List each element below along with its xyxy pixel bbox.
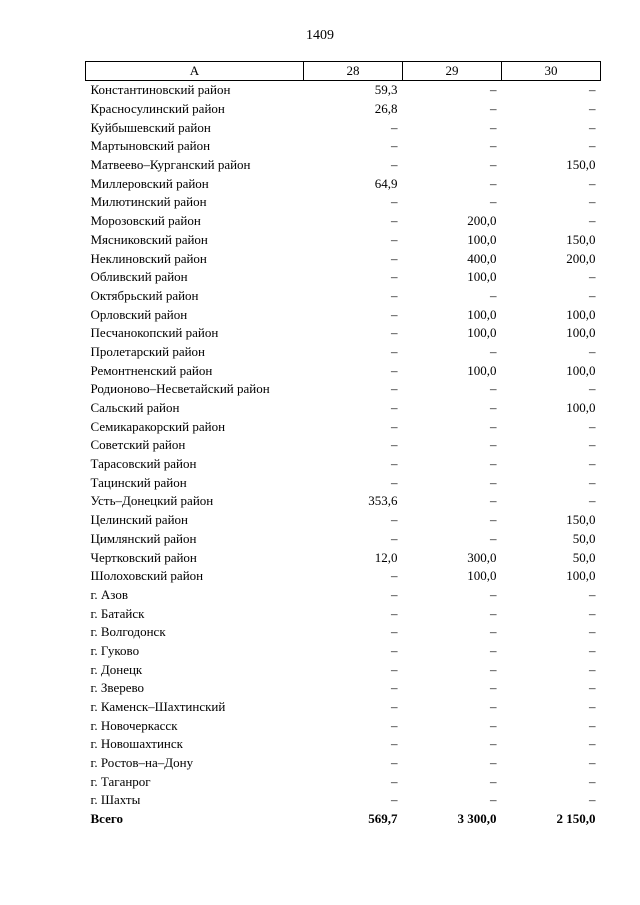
table-row [86, 156, 601, 175]
district-name: Шолоховский район [90, 568, 204, 584]
table-row [86, 604, 601, 623]
value-28: – [391, 699, 398, 715]
value-28: – [391, 474, 398, 490]
value-28: – [391, 755, 398, 771]
district-name: г. Гуково [90, 642, 140, 658]
value-30: – [589, 456, 596, 472]
district-name: г. Зверево [90, 680, 145, 696]
table-row [86, 174, 601, 193]
value-30: – [589, 717, 596, 733]
table-row [86, 380, 601, 399]
value-30: 100,0 [566, 362, 596, 378]
value-30: – [589, 287, 596, 303]
value-28: – [391, 792, 398, 808]
value-30: – [589, 194, 596, 210]
table-row [86, 81, 601, 100]
value-30: 150,0 [566, 512, 596, 528]
value-29: – [490, 194, 497, 210]
value-30: – [589, 680, 596, 696]
district-name: Сальский район [90, 400, 180, 416]
value-28: – [391, 250, 398, 266]
value-29: – [490, 381, 497, 397]
district-name: Миллеровский район [90, 175, 209, 191]
value-30: 150,0 [566, 231, 596, 247]
value-28: – [391, 624, 398, 640]
table-row [86, 193, 601, 212]
total-value-29: 3 300,0 [457, 811, 497, 827]
value-28: – [391, 512, 398, 528]
value-28: – [391, 119, 398, 135]
value-30: – [589, 586, 596, 602]
value-29: – [490, 175, 497, 191]
value-28: – [391, 287, 398, 303]
district-name: Обливский район [90, 269, 188, 285]
district-name: Мартыновский район [90, 138, 211, 154]
value-29: 100,0 [467, 231, 497, 247]
value-28: – [391, 530, 398, 546]
district-name: г. Шахты [90, 792, 141, 808]
district-name: Куйбышевский район [90, 119, 211, 135]
table-row [86, 399, 601, 418]
district-name: Милютинский район [90, 194, 207, 210]
table-row [86, 548, 601, 567]
value-29: – [490, 138, 497, 154]
value-28: – [391, 642, 398, 658]
value-30: – [589, 82, 596, 98]
value-29: – [490, 418, 497, 434]
district-name: Чертковский район [90, 549, 197, 565]
table-row [86, 735, 601, 754]
table-body [86, 81, 601, 829]
column-header-28: 28 [304, 62, 403, 81]
value-29: 200,0 [467, 213, 497, 229]
table-row [86, 249, 601, 268]
value-30: 100,0 [566, 325, 596, 341]
value-28: – [391, 418, 398, 434]
column-header-a: A [86, 62, 304, 81]
table-row [86, 660, 601, 679]
district-name: Тацинский район [90, 474, 187, 490]
value-30: – [589, 437, 596, 453]
value-28: – [391, 456, 398, 472]
table-row [86, 679, 601, 698]
value-29: – [490, 792, 497, 808]
district-name: г. Новошахтинск [90, 736, 183, 752]
value-28: 353,6 [368, 493, 398, 509]
value-29: 100,0 [467, 325, 497, 341]
district-name: г. Каменск–Шахтинский [90, 699, 226, 715]
district-name: Ремонтненский район [90, 362, 213, 378]
table-row [86, 586, 601, 605]
table-row [86, 492, 601, 511]
value-30: – [589, 493, 596, 509]
value-29: 100,0 [467, 269, 497, 285]
table-row [86, 530, 601, 549]
district-name: Песчанокопский район [90, 325, 219, 341]
table-row [86, 343, 601, 362]
table-row [86, 268, 601, 287]
district-name: г. Таганрог [90, 773, 151, 789]
header-row [86, 62, 601, 81]
district-name: Мясниковский район [90, 231, 208, 247]
district-name: г. Азов [90, 586, 128, 602]
value-30: – [589, 101, 596, 117]
district-name: Целинский район [90, 512, 188, 528]
value-29: – [490, 773, 497, 789]
value-28: – [391, 306, 398, 322]
value-28: – [391, 138, 398, 154]
value-28: – [391, 568, 398, 584]
value-30: 50,0 [572, 530, 596, 546]
district-name: Семикаракорский район [90, 418, 226, 434]
value-30: – [589, 699, 596, 715]
district-name: Красносулинский район [90, 101, 225, 117]
district-name: г. Донецк [90, 661, 143, 677]
total-row [86, 810, 601, 829]
district-name: Усть–Донецкий район [90, 493, 214, 509]
table-row [86, 324, 601, 343]
value-29: 100,0 [467, 306, 497, 322]
table-row [86, 511, 601, 530]
value-28: – [391, 194, 398, 210]
value-29: – [490, 624, 497, 640]
table-row [86, 287, 601, 306]
value-28: – [391, 680, 398, 696]
district-name: Орловский район [90, 306, 188, 322]
value-30: – [589, 138, 596, 154]
value-28: – [391, 437, 398, 453]
district-name: Неклиновский район [90, 250, 207, 266]
table-row [86, 231, 601, 250]
value-28: 59,3 [374, 82, 398, 98]
table-row [86, 772, 601, 791]
value-28: – [391, 343, 398, 359]
value-29: – [490, 680, 497, 696]
value-28: – [391, 773, 398, 789]
value-29: – [490, 736, 497, 752]
value-28: – [391, 736, 398, 752]
district-name: Родионово–Несветайский район [90, 381, 270, 397]
district-name: Матвеево–Курганский район [90, 157, 251, 173]
table-row [86, 212, 601, 231]
district-name: г. Ростов–на–Дону [90, 755, 194, 771]
value-29: – [490, 512, 497, 528]
district-name: г. Батайск [90, 605, 145, 621]
table-row [86, 698, 601, 717]
value-30: – [589, 773, 596, 789]
value-30: – [589, 474, 596, 490]
value-30: – [589, 381, 596, 397]
value-29: – [490, 642, 497, 658]
district-name: Пролетарский район [90, 343, 206, 359]
value-28: – [391, 586, 398, 602]
value-30: – [589, 792, 596, 808]
table-row [86, 455, 601, 474]
value-30: 100,0 [566, 400, 596, 416]
value-29: – [490, 287, 497, 303]
table-row [86, 137, 601, 156]
value-28: – [391, 400, 398, 416]
value-29: – [490, 530, 497, 546]
data-table [85, 61, 601, 829]
value-29: – [490, 437, 497, 453]
value-29: – [490, 755, 497, 771]
value-29: – [490, 699, 497, 715]
value-30: – [589, 736, 596, 752]
table-row [86, 417, 601, 436]
table-row [86, 642, 601, 661]
table-row [86, 473, 601, 492]
value-28: – [391, 717, 398, 733]
value-30: – [589, 642, 596, 658]
value-30: 50,0 [572, 549, 596, 565]
district-name: г. Волгодонск [90, 624, 166, 640]
value-29: – [490, 661, 497, 677]
value-30: – [589, 755, 596, 771]
value-30: 200,0 [566, 250, 596, 266]
value-29: 300,0 [467, 549, 497, 565]
value-29: – [490, 157, 497, 173]
value-30: 100,0 [566, 306, 596, 322]
value-30: – [589, 605, 596, 621]
table-row [86, 100, 601, 119]
value-30: – [589, 661, 596, 677]
value-30: 150,0 [566, 157, 596, 173]
total-value-28: 569,7 [368, 811, 398, 827]
value-28: 12,0 [374, 549, 398, 565]
value-29: – [490, 400, 497, 416]
value-30: – [589, 269, 596, 285]
value-29: – [490, 586, 497, 602]
table-row [86, 623, 601, 642]
value-29: – [490, 605, 497, 621]
value-28: – [391, 157, 398, 173]
total-value-30: 2 150,0 [556, 811, 596, 827]
value-30: – [589, 624, 596, 640]
table-row [86, 791, 601, 810]
district-name: г. Новочеркасск [90, 717, 178, 733]
table-row [86, 567, 601, 586]
value-28: – [391, 661, 398, 677]
value-28: – [391, 213, 398, 229]
district-name: Цимлянский район [90, 530, 197, 546]
value-29: – [490, 493, 497, 509]
value-29: – [490, 717, 497, 733]
table-row [86, 716, 601, 735]
table-row [86, 754, 601, 773]
table-row [86, 305, 601, 324]
value-29: – [490, 82, 497, 98]
value-30: – [589, 343, 596, 359]
value-30: – [589, 175, 596, 191]
value-28: 26,8 [374, 101, 398, 117]
value-30: – [589, 119, 596, 135]
value-29: – [490, 474, 497, 490]
value-29: 100,0 [467, 362, 497, 378]
value-29: – [490, 343, 497, 359]
value-29: – [490, 101, 497, 117]
value-28: 64,9 [374, 175, 398, 191]
total-district-name: Всего [90, 811, 123, 827]
value-30: – [589, 213, 596, 229]
table-row [86, 361, 601, 380]
page-number: 1409 [306, 28, 334, 43]
value-30: – [589, 418, 596, 434]
column-header-30: 30 [502, 62, 601, 81]
value-29: 400,0 [467, 250, 497, 266]
table-row [86, 118, 601, 137]
value-28: – [391, 362, 398, 378]
value-28: – [391, 605, 398, 621]
value-30: 100,0 [566, 568, 596, 584]
value-29: – [490, 456, 497, 472]
value-28: – [391, 325, 398, 341]
value-29: – [490, 119, 497, 135]
district-name: Октябрьский район [90, 287, 199, 303]
value-28: – [391, 231, 398, 247]
district-name: Морозовский район [90, 213, 201, 229]
table-row [86, 436, 601, 455]
value-28: – [391, 381, 398, 397]
value-28: – [391, 269, 398, 285]
value-29: 100,0 [467, 568, 497, 584]
district-name: Константиновский район [90, 82, 231, 98]
column-header-29: 29 [403, 62, 502, 81]
district-name: Советский район [90, 437, 186, 453]
district-name: Тарасовский район [90, 456, 197, 472]
